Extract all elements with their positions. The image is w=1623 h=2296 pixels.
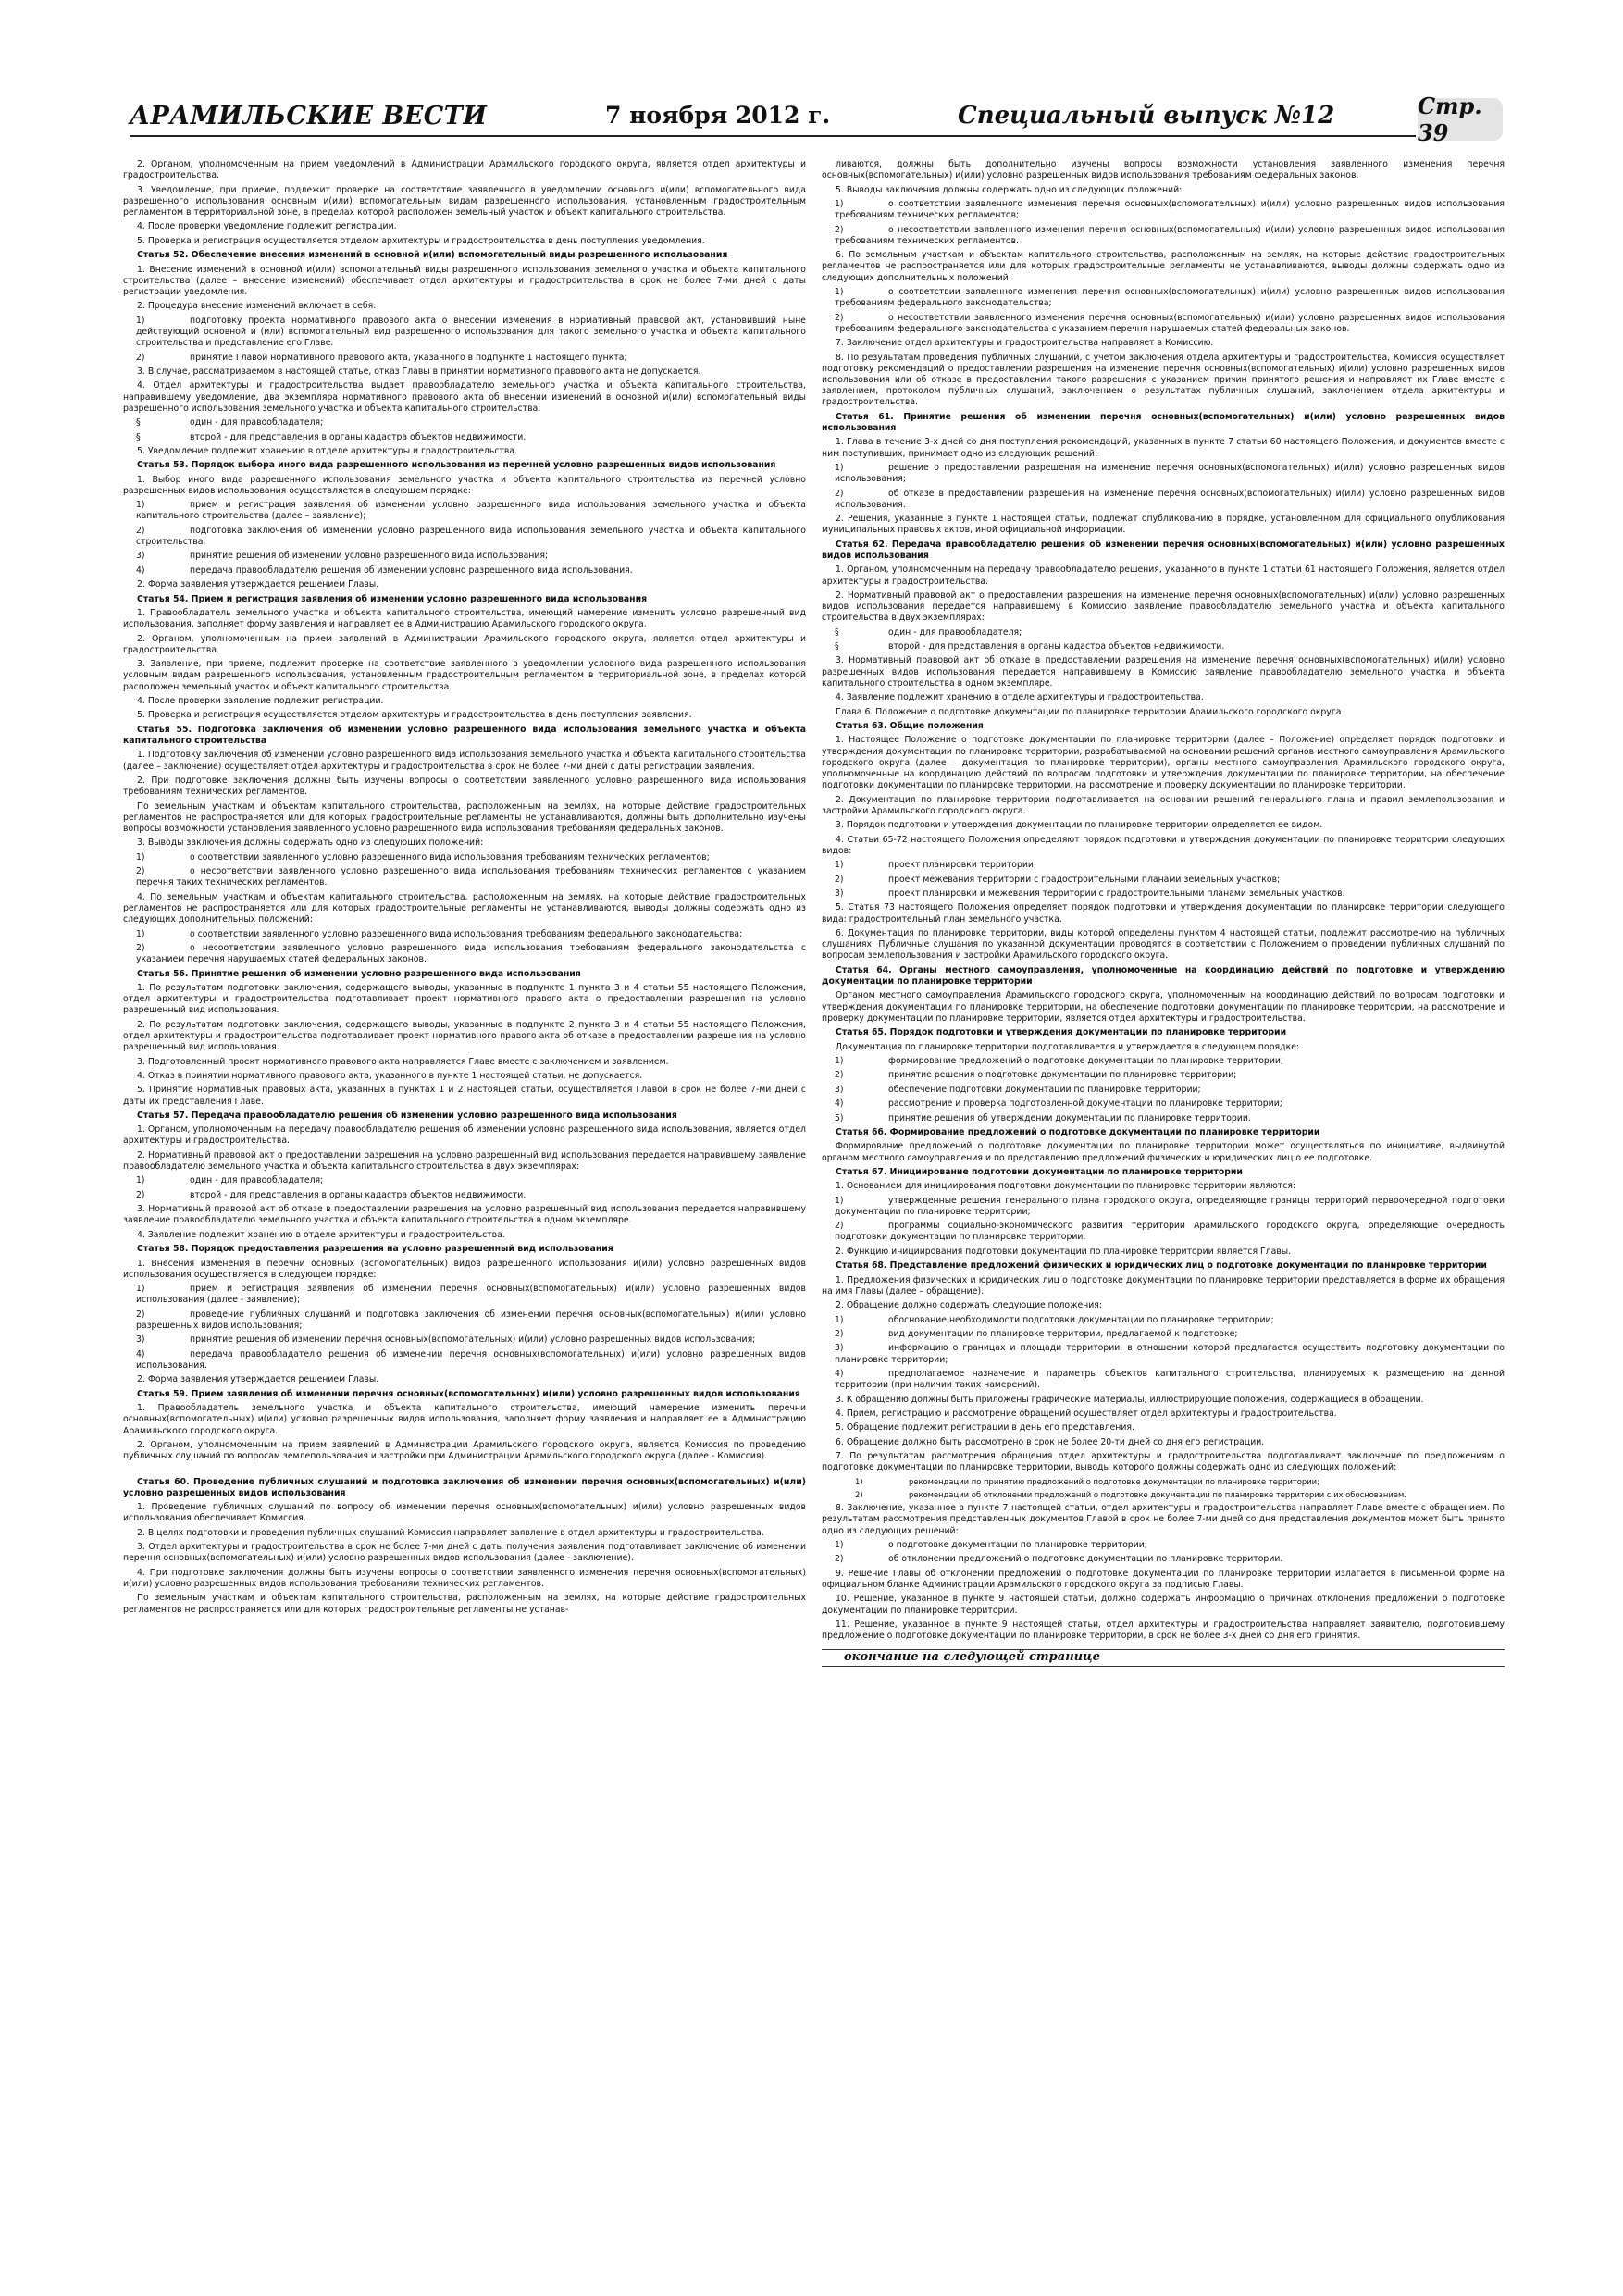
list-item-text: принятие Главой нормативного правового акта, указанного в подпункте 1 настоящего пункта; <box>190 352 627 363</box>
list-marker: 3) <box>835 1084 844 1095</box>
article-heading: Статья 64. Органы местного самоуправления, уполномоченные на координацию действий по подготовке и утверждению документации по планировке территории <box>822 964 1505 987</box>
paragraph: 2. Органом, уполномоченным на прием заявлений в Администрации Арамильского городского округа, является Комиссия по проведению публичных слушаний по вопросам землепользования и застройки при Администрации Арамильского городского округа (далее - Комиссия). <box>123 1439 806 1462</box>
list-item <box>822 225 1505 247</box>
list-item-text: рекомендации по принятию предложений о подготовке документации по планировке территории; <box>909 1476 1319 1486</box>
list-item-text: передача правообладателю решения об изменении перечня основных(вспомогательных) и(или) условно разрешенных видов использования. <box>136 1348 806 1371</box>
list-item-text: о несоответствии заявленного условно разрешенного вида использования требованиям технических регламентов с указанием перечня таких технических регламентов. <box>136 866 806 888</box>
paragraph: 10. Решение, указанное в пункте 9 настоящей статьи, должно содержать информацию о причинах отклонения предложений о подготовке документации по планировке территории. <box>822 1594 1505 1616</box>
paragraph: 1. Глава в течение 3-х дней со дня поступления рекомендаций, указанных в пункте 7 статьи 60 настоящего Положения, и документов вместе с ним поступивших, принимает одно из следующих решений: <box>822 437 1505 459</box>
spacer <box>123 1466 806 1477</box>
list-marker: 2) <box>136 1189 145 1200</box>
list-marker: 4) <box>136 565 145 576</box>
list-marker: 2) <box>835 1221 844 1232</box>
list-marker: 2) <box>136 866 145 877</box>
list-item <box>822 641 1505 652</box>
article-heading: Статья 68. Представление предложений физических и юридических лиц о подготовке документации по планировке территории <box>836 1260 1487 1272</box>
paragraph: 3. Уведомление, при приеме, подлежит проверке на соответствие заявленного в уведомлении основного и(или) вспомогательного вида разрешенного использования основным и(или) вспомогательным видам разрешенного использования, установленным градостроительным регламентом в территориальной зоне, в пределах которой расположен земельный участок и объект капитального строительства. <box>123 184 806 217</box>
article-heading: Статья 56. Принятие решения об изменении условно разрешенного вида использования <box>137 968 581 979</box>
list-marker: 1) <box>835 462 844 473</box>
paragraph: 4. Статьи 65-72 настоящего Положения определяют порядок подготовки и утверждения документации по планировке территории следующих видов: <box>822 834 1505 856</box>
list-item-text: предполагаемое назначение и параметры объектов капитального строительства, планируемых к размещению на данной территории (при наличии таких намерений). <box>835 1369 1505 1391</box>
article-heading: Статья 57. Передача правообладателю решения об изменении условно разрешенного вида использования <box>137 1110 677 1121</box>
list-marker: 3) <box>136 551 145 562</box>
list-item <box>123 1284 806 1306</box>
list-item-text: о соответствии заявленного изменения перечня основных(вспомогательных) и(или) условно разрешенных видов использования требованиям технических регламентов; <box>835 198 1505 221</box>
list-item-text: второй - для представления в органы кадастра объектов недвижимости. <box>888 641 1225 652</box>
paragraph: 4. Прием, регистрацию и рассмотрение обращений осуществляет отдел архитектуры и градостроительства. <box>836 1409 1337 1419</box>
list-item <box>123 1349 806 1371</box>
list-item <box>123 1334 806 1346</box>
list-item <box>822 489 1505 511</box>
list-marker: 2) <box>136 525 145 536</box>
list-item-text: проект межевания территории с градостроительными планами земельных участков; <box>888 874 1281 885</box>
newspaper-title: АРАМИЛЬСКИЕ ВЕСТИ <box>130 102 488 130</box>
left-column <box>123 159 806 1619</box>
paragraph: 6. По земельным участкам и объектам капитального строительства, расположенным на землях, на которые действие градостроительных регламентов не распространяется или для которых градостроительные регламенты не устанавливаются, выводы должны содержать одно из следующих дополнительных положений: <box>822 250 1505 283</box>
list-item <box>822 1221 1505 1243</box>
paragraph: 1. По результатам подготовки заключения, содержащего выводы, указанные в подпункте 1 пункта 3 и 4 статьи 55 настоящего Положения, отдел архитектуры и градостроительства подготавливает проект нормативного правого акта о предоставлении разрешения на условно разрешенный вид использования. <box>123 982 806 1016</box>
list-item-text: второй - для представления в органы кадастра объектов недвижимости. <box>190 431 527 442</box>
paragraph: 8. Заключение, указанное в пункте 7 настоящей статьи, отдел архитектуры и градостроительства направляет Главе вместе с обращением. По результатам рассмотрения представленных документов Главой в срок не более 7-ми дней со дня представления документов может быть принято одно из следующих решений: <box>822 1503 1505 1536</box>
paragraph: 2. Обращение должно содержать следующие положения: <box>836 1300 1103 1311</box>
list-item-text: подготовка заключения об изменении условно разрешенного вида использования земельного участка и объекта капитального строительства; <box>136 525 806 548</box>
list-item-text: программы социально-экономического развития территории Арамильского городского округа, определяющие очередность подготовки документации по планировке территории. <box>835 1221 1505 1243</box>
list-item <box>822 888 1505 900</box>
list-marker: 2) <box>835 1329 844 1340</box>
paragraph: По земельным участкам и объектам капитального строительства, расположенным на землях, на которые действие градостроительных регламентов не распространяется или для которых градостроительные регламенты не устанавливаются, должны быть дополнительно изучены вопросы возможности установления заявленного условно разрешенного вида использования требованиям федеральных законов. <box>123 800 806 834</box>
list-item <box>822 1369 1505 1391</box>
list-item <box>123 1309 806 1332</box>
list-item <box>822 1329 1505 1340</box>
paragraph: 1. Органом, уполномоченным на передачу правообладателю решения, указанного в пункте 1 статьи 61 настоящего Положения, является отдел архитектуры и градостроительства. <box>822 565 1505 587</box>
paragraph: 3. Порядок подготовки и утверждения документации по планировке территории определяется ее видом. <box>836 820 1323 831</box>
paragraph: 1. Основанием для инициирования подготовки документации по планировке территории являются: <box>836 1181 1296 1192</box>
masthead <box>130 93 1503 152</box>
list-item-text: подготовку проекта нормативного правового акта о внесении изменения в нормативный правовой акт, установивший ныне действующий основной и (или) вспомогательный вид разрешенного использования для такого земельного участка и объекта капитального строительства и представление его Главе. <box>136 315 806 349</box>
list-marker: 3) <box>835 888 844 900</box>
list-marker: § <box>835 641 839 652</box>
paragraph: 6. Обращение должно быть рассмотрено в срок не более 20-ти дней со дня его регистрации. <box>836 1436 1265 1447</box>
list-item <box>123 353 806 364</box>
paragraph: 1. Настоящее Положение о подготовке документации по планировке территории (далее – Положение) определяет порядок подготовки и утверждения документации по планировке территории, разрабатываемой на основании решений органов местного самоуправления Арамильского городского округа (далее – документация по планировке территории), органы местного самоуправления Арамильского городского округа, уполномоченные на координацию действий по вопросам подготовки и утверждения документации по планировке территории, на обеспечение подготовки документации по планировке территории, на рассмотрение и проверку документации по планировке территории. <box>822 735 1505 791</box>
paragraph: 3. В случае, рассматриваемом в настоящей статье, отказ Главы в принятии нормативного правового акта не допускается. <box>137 366 701 377</box>
list-marker: 2) <box>835 312 844 323</box>
list-marker: 2) <box>835 1070 844 1081</box>
list-item <box>822 1056 1505 1067</box>
list-item-text: один - для правообладателя; <box>888 627 1022 638</box>
list-marker: 1) <box>835 1055 844 1066</box>
list-item <box>123 417 806 428</box>
paragraph: 3. Нормативный правовой акт об отказе в предоставлении разрешения на условно разрешенный вид использования передается направившему заявление правообладателю земельного участка и объекта капитального строительства в одном экземпляре. <box>123 1204 806 1226</box>
paragraph: 2. Документация по планировке территории подготавливается на основании решений генерального плана и правил землепользования и застройки Арамильского городского округа. <box>822 794 1505 816</box>
list-marker: 2) <box>835 224 844 235</box>
list-item <box>822 1085 1505 1096</box>
list-item <box>822 199 1505 221</box>
list-item-text: решение о предоставлении разрешения на изменение перечня основных(вспомогательных) и(или) условно разрешенных видов использования; <box>835 462 1505 485</box>
paragraph: 4. По земельным участкам и объектам капитального строительства, расположенным на землях, на которые действие градостроительных регламентов не распространяется или для которых градостроительные регламенты не устанавливаются, выводы должны содержать одно из следующих дополнительных положений: <box>123 891 806 925</box>
continuation-note: окончание на следующей странице <box>822 1649 1505 1666</box>
paragraph: 5. Уведомление подлежит хранению в отделе архитектуры и градостроительства. <box>137 445 518 456</box>
list-marker: 2) <box>835 1554 844 1565</box>
article-heading: Статья 54. Прием и регистрация заявления об изменении условно разрешенного вида использования <box>137 593 648 604</box>
list-marker: 1) <box>835 1314 844 1325</box>
list-marker: 1) <box>835 1195 844 1206</box>
list-item-text: второй - для представления в органы кадастра объектов недвижимости. <box>190 1189 527 1200</box>
paragraph: 1. Внесения изменения в перечни основных (вспомогательных) видов разрешенного использования и(или) условно разрешенных видов использования осуществляется в следующем порядке: <box>123 1258 806 1280</box>
list-item <box>123 565 806 577</box>
list-marker: § <box>136 417 141 428</box>
list-item <box>822 287 1505 309</box>
list-item-text: рассмотрение и проверка подготовленной документации по планировке территории; <box>888 1098 1282 1110</box>
list-item-text: об отказе в предоставлении разрешения на изменение перечня основных(вспомогательных) и(или) условно разрешенных видов использования. <box>835 488 1505 510</box>
list-item-text: обеспечение подготовки документации по планировке территории; <box>888 1084 1201 1095</box>
list-marker: § <box>835 627 839 638</box>
paragraph: 2. Форма заявления утверждается решением Главы. <box>137 579 379 590</box>
list-item-text: принятие решения об изменении условно разрешенного вида использования; <box>190 551 549 562</box>
list-marker: § <box>136 431 141 442</box>
paragraph: 2. В целях подготовки и проведения публичных слушаний Комиссия направляет заявление в отдел архитектуры и градостроительства. <box>137 1527 764 1538</box>
paragraph: 2. Органом, уполномоченным на прием уведомлений в Администрации Арамильского городского округа, является отдел архитектуры и градостроительства. <box>123 159 806 181</box>
paragraph: 9. Решение Главы об отклонении предложений о подготовке документации по планировке территории излагается в письменной форме на официальном бланке Администрации Арамильского городского округа за подписью Главы. <box>822 1568 1505 1590</box>
right-column <box>822 159 1505 1667</box>
list-item-text: о соответствии заявленного условно разрешенного вида использования требованиям федерального законодательства; <box>190 928 743 939</box>
paragraph: 1. Проведение публичных слушаний по вопросу об изменении перечня основных(вспомогательных) и(или) условно разрешенных видов использования обеспечивает Комиссия. <box>123 1502 806 1524</box>
list-item-text: один - для правообладателя; <box>190 417 324 428</box>
list-marker: 2) <box>136 942 145 953</box>
paragraph: 4. При подготовке заключения должны быть изучены вопросы о соответствии заявленного изменения перечня основных(вспомогательных) и(или) условно разрешенных видов использования требованиям технических регламентов. <box>123 1567 806 1589</box>
list-item <box>123 943 806 965</box>
paragraph: 6. Документация по планировке территории, виды которой определены пунктом 4 настоящей статьи, подлежит рассмотрению на публичных слушаниях. Публичные слушания по указанной документации проводятся в соответствии с Положением о проведении публичных слушаний по вопросам землепользования и застройки Арамильского городского округа. <box>822 928 1505 962</box>
paragraph: 1. Органом, уполномоченным на передачу правообладателю решения об изменении условно разрешенного вида использования, является отдел архитектуры и градостроительства. <box>123 1124 806 1147</box>
article-heading: Статья 65. Порядок подготовки и утверждения документации по планировке территории <box>836 1027 1287 1038</box>
paragraph: 7. Заключение отдел архитектуры и градостроительства направляет в Комиссию. <box>836 338 1214 349</box>
list-marker: 4) <box>835 1098 844 1110</box>
list-item-text: вид документации по планировке территории, предлагаемой к подготовке; <box>888 1329 1238 1340</box>
list-item <box>123 526 806 548</box>
paragraph: 3. Выводы заключения должны содержать одно из следующих положений: <box>137 838 484 849</box>
list-item-text: о соответствии заявленного изменения перечня основных(вспомогательных) и(или) условно разрешенных видов использования требованиям федерального законодательства; <box>835 286 1505 309</box>
paragraph: 3. Подготовленный проект нормативного правового акта направляется Главе вместе с заключением и заявлением. <box>137 1056 669 1067</box>
article-heading: Статья 58. Порядок предоставления разрешения на условно разрешенный вид использования <box>137 1244 613 1255</box>
list-item-text: утвержденные решения генерального плана городского округа, определяющие границы территорий первоочередной подготовки документации по планировке территории; <box>835 1195 1505 1217</box>
paragraph: 5. Статья 73 настоящего Положения определяет порядок подготовки и утверждения документации по планировке территории следующего вида: градостроительный план земельного участка. <box>822 902 1505 925</box>
paragraph: 1. Правообладатель земельного участка и объекта капитального строительства, имеющий намерение изменить условно разрешенный вид использования, заполняет форму заявления и направляет ее в Администрацию Арамильского городского округа. <box>123 608 806 630</box>
list-item-text: проведение публичных слушаний и подготовка заключения об изменении перечня основных(вспомогательных) и(или) условно разрешенных видов использования; <box>136 1309 806 1332</box>
list-item-text: один - для правообладателя; <box>190 1175 324 1186</box>
paragraph: 5. Выводы заключения должны содержать одно из следующих положений: <box>836 184 1183 195</box>
list-item-text: информацию о границах и площади территории, в отношении которой предлагается осуществить подготовку документации по планировке территории; <box>835 1343 1505 1365</box>
paragraph: 5. Обращение подлежит регистрации в день его представления. <box>836 1422 1134 1433</box>
list-marker: 4) <box>835 1369 844 1380</box>
list-item-text: о несоответствии заявленного изменения перечня основных(вспомогательных) и(или) условно разрешенных видов использования требованиям федерального законодательства с указанием перечня нарушаемых статей федеральных законов. <box>835 312 1505 334</box>
list-item <box>123 1175 806 1186</box>
paragraph: 2. Нормативный правовой акт о предоставлении разрешения на изменение перечня основных(вспомогательных) и(или) условно разрешенных видов использования передается направившему в Комиссию заявление правообладателю земельного участка и объекта капитального строительства в двух экземплярах: <box>822 590 1505 624</box>
list-item-text: о подготовке документации по планировке территории; <box>888 1539 1147 1550</box>
article-heading: Статья 60. Проведение публичных слушаний и подготовка заключения об изменении перечня основных(вспомогательных) и(или) условно разрешенных видов использования <box>123 1476 806 1498</box>
list-item-text: обоснование необходимости подготовки документации по планировке территории; <box>888 1314 1274 1325</box>
paragraph: Глава 6. Положение о подготовке документации по планировке территории Арамильского городского округа <box>836 706 1342 717</box>
paragraph: 4. После проверки заявление подлежит регистрации. <box>137 696 384 707</box>
list-item-text: о несоответствии заявленного изменения перечня основных(вспомогательных) и(или) условно разрешенных видов использования требованиям технических регламентов. <box>835 224 1505 246</box>
list-item <box>123 551 806 562</box>
list-item-text: о соответствии заявленного условно разрешенного вида использования требованиям технических регламентов; <box>190 851 710 863</box>
list-item <box>822 1540 1505 1551</box>
article-heading: Статья 61. Принятие решения об изменении перечня основных(вспомогательных) и(или) условно разрешенных видов использования <box>822 411 1505 433</box>
list-item <box>822 1113 1505 1124</box>
list-item-text: принятие решения об утверждении документации по планировке территории. <box>888 1112 1251 1123</box>
article-heading: Статья 66. Формирование предложений о подготовке документации по планировке территории <box>836 1126 1320 1137</box>
paragraph: 2. Решения, указанные в пункте 1 настоящей статьи, подлежат опубликованию в порядке, установленном для официального опубликования муниципальных правовых актов, иной официальной информации. <box>822 514 1505 536</box>
list-item-text: рекомендации об отклонении предложений о подготовке документации по планировке территории с их обоснованием. <box>909 1489 1406 1499</box>
list-item <box>822 463 1505 485</box>
issue-date: 7 ноября 2012 г. <box>605 102 831 129</box>
list-marker: 3) <box>136 1334 145 1346</box>
list-item <box>123 500 806 522</box>
list-item <box>822 875 1505 886</box>
paragraph: 8. По результатам проведения публичных слушаний, с учетом заключения отдела архитектуры и градостроительства, Комиссия осуществляет подготовку рекомендаций о предоставлении разрешения на изменение перечня основных(вспомогательных) и(или) условно разрешенных видов использования или об отказе в предоставлении такого разрешения с указанием причин принятого решения и направляет их Главе вместе с заявлением, протоколом публичных слушаний, заключением о результатах публичных слушаний, заключением отдела архитектуры и градостроительства. <box>822 352 1505 408</box>
article-heading: Статья 55. Подготовка заключения об изменении условно разрешенного вида использования земельного участка и объекта капитального строительства <box>123 724 806 746</box>
paragraph: 7. По результатам рассмотрения обращения отдел архитектуры и градостроительства подготавливает заключение по предложениям о подготовке документации по планировке территории, выводы которого должны содержать одно из следующих положений: <box>822 1451 1505 1473</box>
list-marker: 1) <box>136 315 145 326</box>
list-item-text: проект планировки и межевания территории с градостроительными планами земельных участков. <box>888 888 1345 900</box>
paragraph: Документация по планировке территории подготавливается и утверждается в следующем порядке: <box>836 1041 1300 1052</box>
list-marker: 2) <box>835 874 844 885</box>
paragraph: 3. Отдел архитектуры и градостроительства в срок не более 7-ми дней с даты получения заявления подготавливает заключение об изменении перечня основных(вспомогательных) и(или) условно разрешенных видов использования (далее - заключение). <box>123 1542 806 1564</box>
list-item <box>822 1315 1505 1326</box>
list-item <box>123 929 806 940</box>
list-item <box>123 866 806 888</box>
paragraph: ливаются, должны быть дополнительно изучены вопросы возможности установления заявленного изменения перечня основных(вспомогательных) и(или) условно разрешенных видов использования требованиям федеральных законов. <box>822 159 1505 181</box>
paragraph: 3. Заявление, при приеме, подлежит проверке на соответствие заявленного в уведомлении условного вида разрешенного использования условным видам разрешенного использования, установленным градостроительным регламентом в территориальной зоне, в пределах которой расположен земельный участок и объект капитального строительства. <box>123 659 806 692</box>
paragraph: Формирование предложений о подготовке документации по планировке территории может осуществляться по инициативе, выдвинутой органом местного самоуправления и по представлению предложений физических и юридических лиц о ее подготовке. <box>822 1141 1505 1163</box>
list-marker: 4) <box>136 1348 145 1359</box>
paragraph: 2. Функцию инициирования подготовки документации по планировке территории является Главы. <box>836 1246 1292 1257</box>
article-heading: Статья 67. Инициирование подготовки документации по планировке территории <box>836 1166 1243 1177</box>
page-number-badge: Стр. 39 <box>1418 98 1503 141</box>
list-marker: 1) <box>136 1175 145 1186</box>
paragraph: По земельным участкам и объектам капитального строительства, расположенным на землях, на которые действие градостроительных регламентов не распространяется или для которых градостроительные регламенты не устанав- <box>123 1593 806 1615</box>
issue-number: Специальный выпуск №12 <box>958 102 1335 130</box>
paragraph: 4. Отказ в принятии нормативного правового акта, указанного в пункте 1 настоящей статьи, не допускается. <box>137 1070 643 1081</box>
article-heading: Статья 53. Порядок выбора иного вида разрешенного использования из перечней условно разрешенных видов использования <box>137 460 776 471</box>
list-marker: 1) <box>855 1476 863 1486</box>
list-item <box>822 1098 1505 1110</box>
article-heading: Статья 52. Обеспечение внесения изменений в основной и(или) вспомогательный виды разрешенного использования <box>137 250 728 261</box>
paragraph: 2. Органом, уполномоченным на прием заявлений в Администрации Арамильского городского округа, является отдел архитектуры и градостроительства. <box>123 633 806 655</box>
list-marker: 1) <box>136 500 145 511</box>
list-marker: 1) <box>136 1284 145 1295</box>
list-item <box>822 1477 1505 1487</box>
list-item-text: проект планировки территории; <box>888 860 1037 871</box>
list-marker: 1) <box>136 851 145 863</box>
list-item <box>822 627 1505 639</box>
list-item <box>822 1196 1505 1218</box>
paragraph: 5. Проверка и регистрация осуществляется отделом архитектуры и градостроительства в день поступления заявления. <box>137 710 692 721</box>
list-item-text: о несоответствии заявленного условно разрешенного вида использования требованиям федерального законодательства с указанием перечня нарушаемых статей федеральных законов. <box>136 942 806 965</box>
paragraph: 4. После проверки уведомление подлежит регистрации. <box>137 221 397 232</box>
article-heading: Статья 59. Прием заявления об изменении перечня основных(вспомогательных) и(или) условно разрешенных видов использования <box>137 1388 800 1399</box>
paragraph: 3. Нормативный правовой акт об отказе в предоставлении разрешения на изменение перечня основных(вспомогательных) и(или) условно разрешенных видов использования передается направившему в Комиссию заявление правообладателю земельного участка и объекта капитального строительства в одном экземпляре. <box>822 655 1505 689</box>
list-marker: 5) <box>835 1112 844 1123</box>
paragraph: 1. Выбор иного вида разрешенного использования земельного участка и объекта капитального строительства из перечней условно разрешенных видов использования осуществляется в следующем порядке: <box>123 474 806 496</box>
paragraph: 1. Подготовку заключения об изменении условно разрешенного вида использования земельного участка и объекта капитального строительства (далее – заключение) осуществляет отдел архитектуры и градостроительства в срок не более 7-ми дней с даты регистрации заявления. <box>123 750 806 772</box>
list-item-text: формирование предложений о подготовке документации по планировке территории; <box>888 1055 1284 1066</box>
article-heading: Статья 62. Передача правообладателю решения об изменении перечня основных(вспомогательных) и(или) условно разрешенных видов использования <box>822 539 1505 561</box>
paragraph: 1. Внесение изменений в основной и(или) вспомогательный виды разрешенного использования земельного участка и объекта капитального строительства (далее – внесение изменений) обеспечивает отдел архитектуры и градостроительства в срок не более 7-ми дней с даты регистрации уведомления. <box>123 264 806 297</box>
list-marker: 1) <box>835 198 844 209</box>
list-item <box>822 1343 1505 1365</box>
list-item <box>822 1070 1505 1081</box>
list-item-text: прием и регистрация заявления об изменении перечня основных(вспомогательных) и(или) условно разрешенных видов использования (далее - заявление); <box>136 1284 806 1306</box>
list-marker: 3) <box>835 1343 844 1354</box>
paragraph: 3. К обращению должны быть приложены графические материалы, иллюстрирующие положения, содержащиеся в обращении. <box>836 1394 1424 1405</box>
list-marker: 1) <box>835 1539 844 1550</box>
list-item <box>123 316 806 350</box>
list-item-text: принятие решения о подготовке документации по планировке территории; <box>888 1070 1237 1081</box>
list-marker: 1) <box>835 286 844 297</box>
list-marker: 2) <box>835 488 844 499</box>
paragraph: 4. Заявление подлежит хранению в отделе архитектуры и градостроительства. <box>137 1229 505 1240</box>
paragraph: 4. Заявление подлежит хранению в отделе архитектуры и градостроительства. <box>836 692 1204 703</box>
list-item <box>123 432 806 443</box>
list-item-text: прием и регистрация заявления об изменении условно разрешенного вида использования земельного участка и объекта капитального строительства (далее – заявление); <box>136 500 806 522</box>
list-item <box>822 1490 1505 1500</box>
list-item <box>123 1190 806 1201</box>
article-heading: Статья 63. Общие положения <box>836 721 984 732</box>
list-item <box>822 860 1505 871</box>
list-marker: 1) <box>136 928 145 939</box>
paragraph: 1. Правообладатель земельного участка и объекта капитального строительства, имеющий намерение изменить перечни основных(вспомогательных) и(или) условно разрешенных видов использования, заполняет форму заявления и направляет ее в Администрацию Арамильского городского округа. <box>123 1403 806 1436</box>
paragraph: 1. Предложения физических и юридических лиц о подготовке документации по планировке территории представляется в форме их обращения на имя Главы (далее – обращение). <box>822 1274 1505 1297</box>
list-item-text: передача правообладателю решения об изменении условно разрешенного вида использования. <box>190 565 633 576</box>
header-rule <box>130 135 1416 137</box>
list-marker: 2) <box>136 352 145 363</box>
list-item <box>822 1554 1505 1565</box>
paragraph: 5. Принятие нормативных правовых акта, указанных в пунктах 1 и 2 настоящей статьи, осуществляется Главой в срок не более 7-ми дней с даты их представления Главе. <box>123 1085 806 1107</box>
list-item <box>123 852 806 863</box>
paragraph: 11. Решение, указанное в пункте 9 настоящей статьи, отдел архитектуры и градостроительства направляет заявителю, подготовившему предложение о подготовке документации по планировке территории, в срок не более 3-х дней со дня его принятия. <box>822 1619 1505 1642</box>
paragraph: 2. Форма заявления утверждается решением Главы. <box>137 1374 379 1385</box>
paragraph: 2. Нормативный правовой акт о предоставлении разрешения на условно разрешенный вид использования передается направившему заявление правообладателю земельного участка и объекта капитального строительства в двух экземплярах: <box>123 1149 806 1173</box>
list-item-text: об отклонении предложений о подготовке документации по планировке территории. <box>888 1554 1283 1565</box>
paragraph: 2. При подготовке заключения должны быть изучены вопросы о соответствии заявленного условно разрешенного вида использования требованиям технических регламентов. <box>123 775 806 798</box>
list-marker: 2) <box>136 1309 145 1320</box>
paragraph: 2. Процедура внесение изменений включает в себя: <box>137 301 377 312</box>
paragraph: 2. По результатам подготовки заключения, содержащего выводы, указанные в подпункте 2 пункта 3 и 4 статьи 55 настоящего Положения, отдел архитектуры и градостроительства подготавливает проект нормативного правого акта об отказе в предоставлении разрешения на условно разрешенный вид использования. <box>123 1019 806 1053</box>
list-item <box>822 313 1505 335</box>
list-marker: 2) <box>855 1489 863 1499</box>
list-item-text: принятие решения об изменении перечня основных(вспомогательных) и(или) условно разрешенных видов использования; <box>190 1334 756 1346</box>
paragraph: 4. Отдел архитектуры и градостроительства выдает правообладателю земельного участка и объекта капитального строительства, направившему уведомление, два экземпляра нормативного правового акта об внесении изменений в основной и(или) вспомогательный виды разрешенного использования земельного участка и объекта капитального строительства: <box>123 380 806 414</box>
paragraph: 5. Проверка и регистрация осуществляется отделом архитектуры и градостроительства в день поступления уведомления. <box>137 235 705 246</box>
paragraph: Органом местного самоуправления Арамильского городского округа, уполномоченным на координацию действий по вопросам подготовки и утверждения документации по планировке территории, на обеспечение подготовки документации по планировке территории, на рассмотрение и проверку документации по планировке территории, является отдел архитектуры и градостроительства. <box>822 990 1505 1024</box>
list-marker: 1) <box>835 860 844 871</box>
